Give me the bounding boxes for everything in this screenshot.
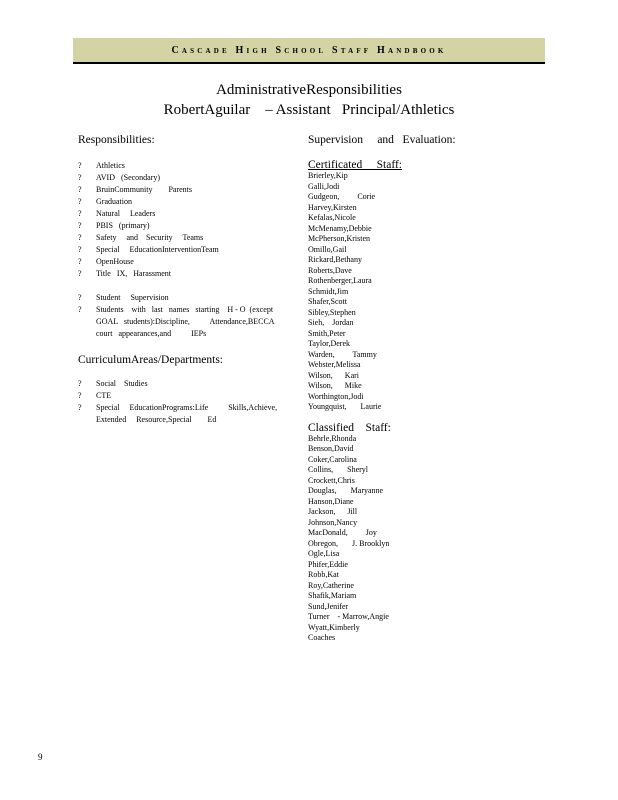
list-item xyxy=(78,220,288,232)
staff-name: Smith,Peter xyxy=(308,328,346,338)
responsibilities-heading: Responsibilities: xyxy=(78,134,155,146)
supervision-heading: Supervision and Evaluation: xyxy=(308,134,456,146)
handbook-header: Cascade High School Staff Handbook xyxy=(171,45,447,56)
staff-name: Worthington,Jodi xyxy=(308,391,364,401)
staff-name: Ogle,Lisa xyxy=(308,549,340,558)
staff-name: Youngquist, Laurie xyxy=(308,402,382,411)
staff-name: Robb,Kat xyxy=(308,570,339,579)
bullet-marker: ? xyxy=(78,403,82,412)
staff-name: Crockett,Chris xyxy=(308,475,355,485)
list-item xyxy=(78,196,288,208)
staff-name: Coaches xyxy=(308,633,336,642)
staff-name: Sieh, Jordan xyxy=(308,318,354,327)
staff-name: Benson,David xyxy=(308,444,354,453)
staff-name: Galli,Jodi xyxy=(308,181,340,191)
list-item xyxy=(78,402,288,426)
staff-name: Behrle,Rhonda xyxy=(308,433,357,443)
bullet-marker: ? xyxy=(78,161,82,170)
staff-name: Wilson, Kari xyxy=(308,370,360,380)
bullet-marker: ? xyxy=(78,391,82,400)
bullet-marker: ? xyxy=(78,305,82,314)
left-column xyxy=(78,134,288,426)
classified-staff-list xyxy=(308,434,548,644)
certificated-staff-list xyxy=(308,171,548,413)
list-item-text: CTE xyxy=(96,391,112,400)
bullet-marker: ? xyxy=(78,245,82,254)
staff-name: Rickard,Bethany xyxy=(308,255,362,264)
responsibilities-list-2 xyxy=(78,292,288,340)
staff-name: Obregon, J. Brooklyn xyxy=(308,538,390,548)
bullet-marker: ? xyxy=(78,379,82,388)
staff-name: Shafer,Scott xyxy=(308,297,348,306)
staff-name: Sund,Jenifer xyxy=(308,601,349,611)
list-item xyxy=(78,208,288,220)
bullet-marker: ? xyxy=(78,293,82,302)
staff-name: Wilson, Mike xyxy=(308,381,362,390)
staff-name: McMenamy,Debbie xyxy=(308,223,372,233)
staff-name: Johnson,Nancy xyxy=(308,517,358,527)
staff-name: Hanson,Diane xyxy=(308,496,354,506)
list-item-text: Natural Leaders xyxy=(96,209,156,218)
bullet-marker: ? xyxy=(78,221,82,230)
list-item-text: AVID (Secondary) xyxy=(96,173,161,182)
staff-name: Omillo,Gail xyxy=(308,244,347,254)
right-column xyxy=(308,134,548,644)
bullet-marker: ? xyxy=(78,173,82,182)
staff-name: MacDonald, Joy xyxy=(308,528,377,537)
staff-name: Wyatt,Kimberly xyxy=(308,622,360,632)
staff-name: Rothenberger,Laura xyxy=(308,276,372,285)
list-item-text: Special EducationPrograms:Life Skills,Achieve, Extended Resource,Special Ed xyxy=(96,403,280,424)
curriculum-heading: CurriculumAreas/Departments: xyxy=(78,354,223,366)
classified-heading: Classified Staff: xyxy=(308,421,391,434)
list-item xyxy=(78,244,288,256)
bullet-marker: ? xyxy=(78,233,82,242)
staff-name: Douglas, Maryanne xyxy=(308,486,384,495)
list-item-text: OpenHouse xyxy=(96,257,134,266)
certificated-heading: Certificated Staff: xyxy=(308,159,402,171)
staff-name: Phifer,Eddie xyxy=(308,559,348,569)
list-item-text: Social Studies xyxy=(96,379,148,388)
staff-name: McPherson,Kristen xyxy=(308,234,370,243)
staff-name: Coker,Carolina xyxy=(308,454,357,464)
list-item xyxy=(78,256,288,268)
staff-name: Roy,Catherine xyxy=(308,580,354,590)
staff-name: Harvey,Kirsten xyxy=(308,202,357,212)
staff-name: Gudgeon, Corie xyxy=(308,192,376,201)
staff-name: Schmidt,Jim xyxy=(308,286,349,296)
curriculum-list xyxy=(78,378,288,426)
list-item-text: Students with last names starting H - O (except GOAL students):Discipline, Attendance,BECCA court appearances,and IEPs xyxy=(96,305,277,338)
page-title: AdministrativeResponsibilities xyxy=(216,82,402,98)
list-item xyxy=(78,232,288,244)
list-item-text: Student Supervision xyxy=(96,293,169,302)
page-number: 9 xyxy=(38,752,43,762)
list-item xyxy=(78,292,288,304)
list-item-text: Athletics xyxy=(96,161,125,170)
list-item xyxy=(78,390,288,402)
bullet-marker: ? xyxy=(78,209,82,218)
staff-name: Brierley,Kip xyxy=(308,171,348,180)
bullet-marker: ? xyxy=(78,269,82,278)
responsibilities-list xyxy=(78,160,288,280)
staff-name: Turner - Marrow,Angie xyxy=(308,612,389,621)
list-item-text: PBIS (primary) xyxy=(96,221,150,230)
list-item xyxy=(78,160,288,172)
staff-name: Roberts,Dave xyxy=(308,265,352,275)
list-item xyxy=(78,304,288,340)
list-item xyxy=(78,172,288,184)
list-item-text: Title IX, Harassment xyxy=(96,269,172,278)
list-item xyxy=(78,184,288,196)
list-item-text: Safety and Security Teams xyxy=(96,233,204,242)
bullet-marker: ? xyxy=(78,197,82,206)
staff-name: Shafik,Mariam xyxy=(308,591,357,600)
list-item xyxy=(78,268,288,280)
staff-name: Webster,Melissa xyxy=(308,360,361,369)
staff-name: Jackson, Jill xyxy=(308,507,358,516)
staff-name: Taylor,Derek xyxy=(308,339,350,348)
staff-name: Collins, Sheryl xyxy=(308,465,369,474)
bullet-marker: ? xyxy=(78,185,82,194)
staff-name: Warden, Tammy xyxy=(308,349,377,359)
staff-name: Kefalas,Nicole xyxy=(308,213,356,222)
list-item xyxy=(78,378,288,390)
list-item-text: Graduation xyxy=(96,197,132,206)
bullet-marker: ? xyxy=(78,257,82,266)
page-subtitle: RobertAguilar – Assistant Principal/Athletics xyxy=(163,102,455,118)
staff-name: Sibley,Stephen xyxy=(308,307,356,317)
list-item-text: BruinCommunity Parents xyxy=(96,185,192,194)
list-item-text: Special EducationInterventionTeam xyxy=(96,245,219,254)
